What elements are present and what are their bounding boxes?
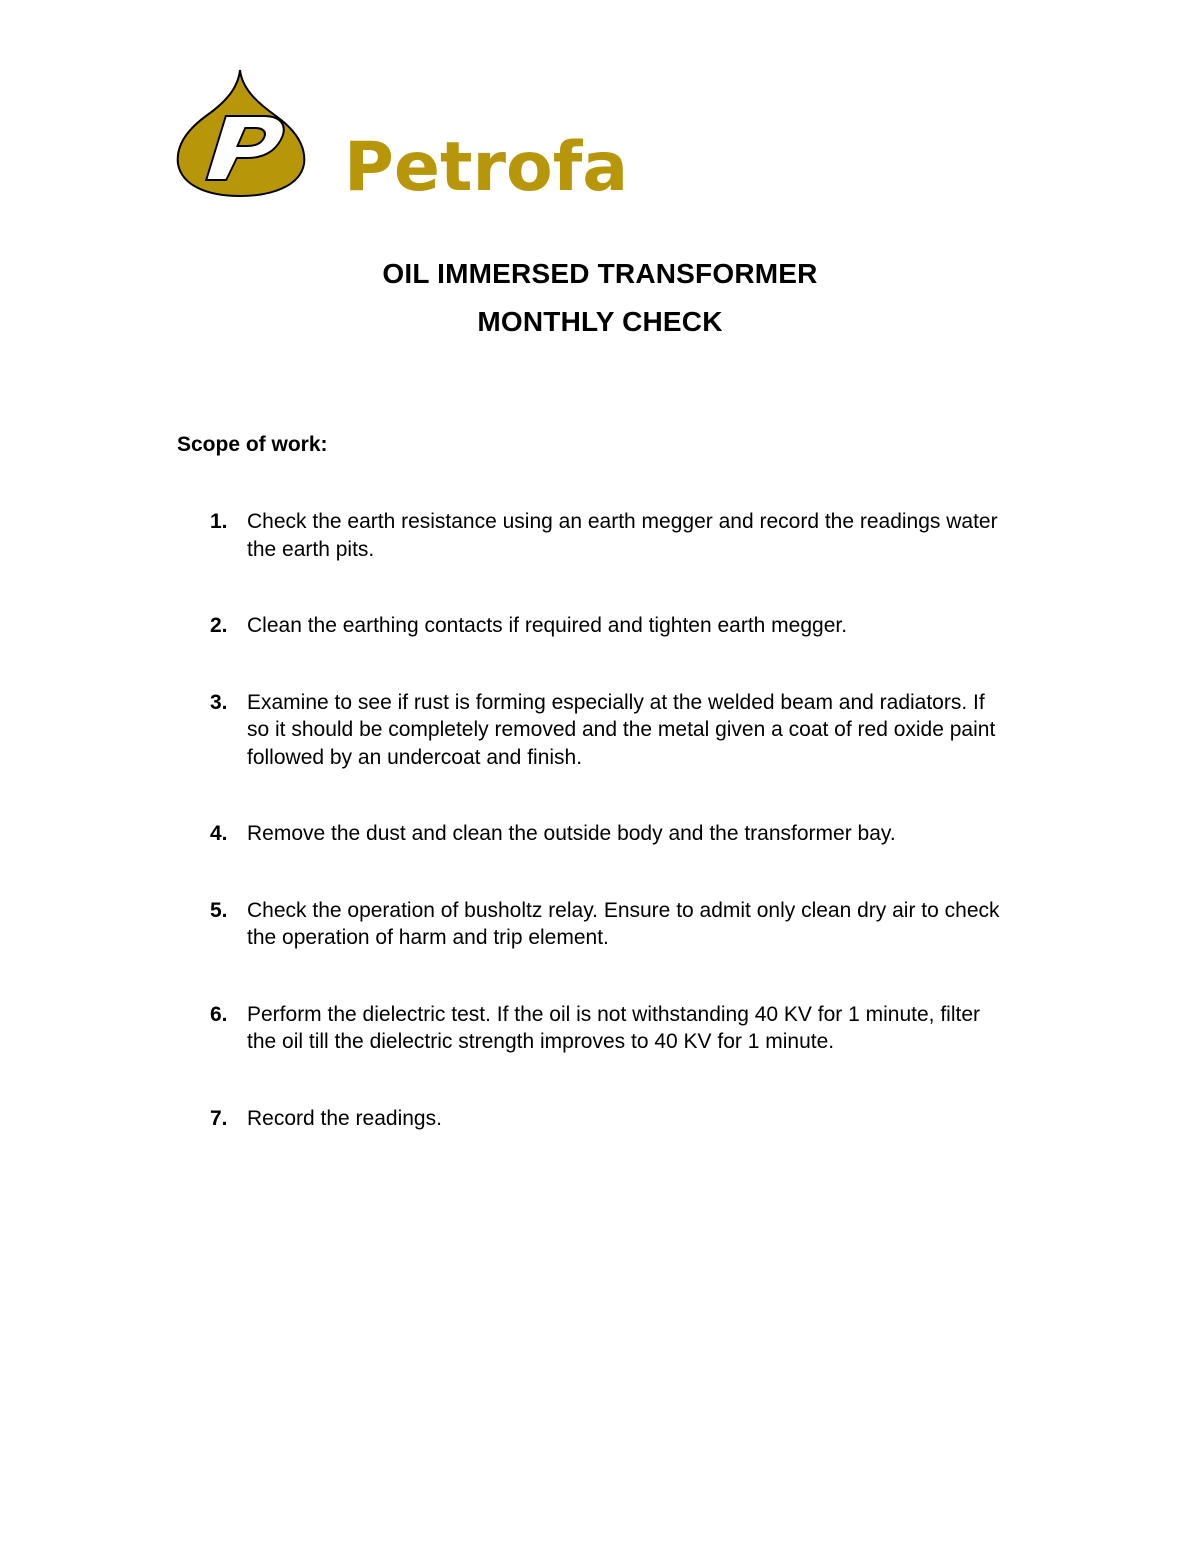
list-item-text: Perform the dielectric test. If the oil is not withstanding 40 KV for 1 minute, filter the oil till the dielectric strength improves to 40 KV for 1 minute.: [247, 1002, 981, 1053]
list-item: [0, 820, 1007, 848]
list-item: [0, 689, 1007, 772]
title-line-2: MONTHLY CHECK: [477, 306, 723, 337]
list-item-number: 4.: [210, 822, 228, 845]
oil-drop-p-logo-icon: [176, 68, 646, 200]
title-line-1: OIL IMMERSED TRANSFORMER: [382, 258, 818, 289]
list-item-number: 1.: [210, 510, 228, 533]
list-item: [0, 612, 1007, 640]
task-list: [0, 508, 1200, 1181]
list-item-text: Remove the dust and clean the outside body and the transformer bay.: [247, 822, 896, 845]
list-item-text: Examine to see if rust is forming especially at the welded beam and radiators. If so it should be completely removed and the metal given a coat of red oxide paint followed by an undercoat and finish.: [247, 690, 996, 769]
scope-heading: Scope of work:: [177, 433, 328, 456]
list-item-text: Clean the earthing contacts if required and tighten earth megger.: [247, 614, 848, 637]
list-item-number: 6.: [210, 1002, 228, 1026]
petrofa-logo: [176, 68, 646, 200]
list-item-text: Record the readings.: [247, 1106, 442, 1130]
list-item-number: 7.: [210, 1106, 228, 1130]
list-item: [0, 1001, 1007, 1056]
list-item-number: 5.: [210, 898, 228, 922]
list-item-text: Check the operation of busholtz relay. Ensure to admit only clean dry air to check the operation of harm and trip element.: [247, 898, 1000, 949]
document-title: [0, 250, 1200, 346]
brand-wordmark: Petrofa: [344, 128, 629, 200]
list-item: [0, 1105, 1007, 1133]
list-item: [0, 897, 1007, 952]
list-item-number: 2.: [210, 614, 228, 637]
list-item-text: Check the earth resistance using an earth megger and record the readings water the earth pits.: [247, 510, 998, 561]
list-item-number: 3.: [210, 690, 228, 714]
list-item: [0, 508, 1007, 563]
